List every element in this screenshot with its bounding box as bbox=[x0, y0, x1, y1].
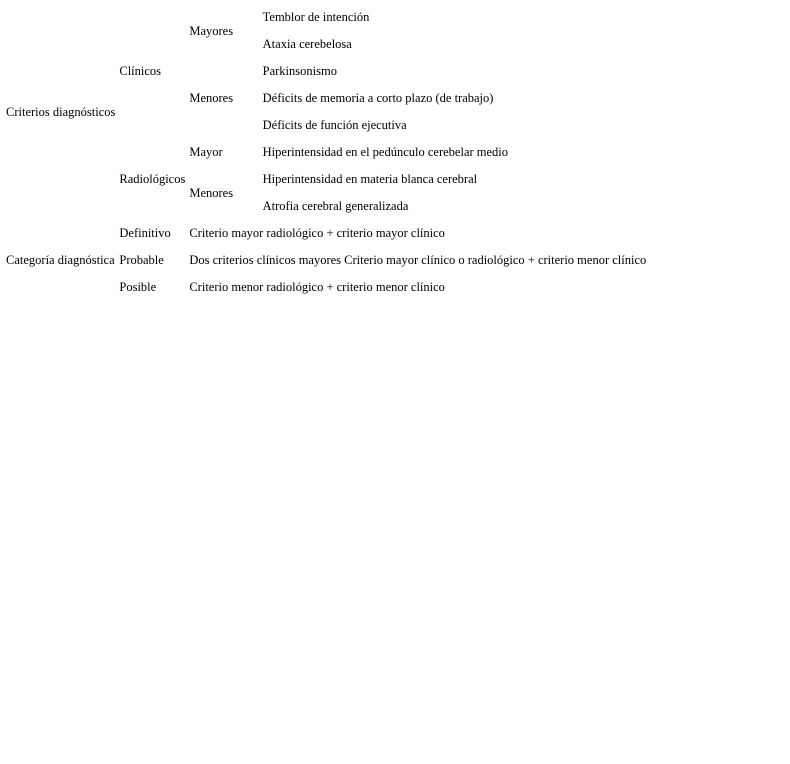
category-label-definitivo: Definitivo bbox=[119, 226, 171, 241]
criterion-item: Temblor de intención bbox=[262, 10, 370, 25]
category-label-probable: Probable bbox=[119, 253, 164, 268]
subgroup-label-menores: Menores bbox=[189, 91, 234, 106]
subgroup-label-mayor: Mayor bbox=[189, 145, 223, 160]
category-text-posible: Criterio menor radiológico + criterio menor clínico bbox=[189, 280, 445, 295]
criterion-item: Hiperintensidad en el pedúnculo cerebelar medio bbox=[262, 145, 509, 160]
category-text-probable: Dos criterios clínicos mayores Criterio mayor clínico o radiológico + criterio menor clínico bbox=[189, 253, 647, 268]
criterion-item: Atrofia cerebral generalizada bbox=[262, 199, 409, 214]
criterion-item: Hiperintensidad en materia blanca cerebral bbox=[262, 172, 478, 187]
table-row bbox=[5, 5, 647, 30]
category-text-definitivo: Criterio mayor radiológico + criterio mayor clínico bbox=[189, 226, 445, 241]
criterion-item: Déficits de memoria a corto plazo (de trabajo) bbox=[262, 91, 494, 106]
subgroup-label-mayores: Mayores bbox=[189, 23, 234, 38]
diagnostic-criteria-table bbox=[3, 3, 649, 302]
criterion-item: Parkinsonismo bbox=[262, 64, 337, 79]
table-row bbox=[5, 221, 647, 246]
criterion-item: Déficits de función ejecutiva bbox=[262, 118, 407, 133]
criterion-item: Ataxia cerebelosa bbox=[262, 37, 352, 52]
section-label-categoria: Categoría diagnóstica bbox=[6, 253, 115, 268]
subgroup-label-radiologicos-menores: Menores bbox=[189, 185, 234, 200]
group-label-clinicos: Clínicos bbox=[119, 64, 162, 79]
section-label-criterios: Criterios diagnósticos bbox=[6, 104, 116, 119]
category-label-posible: Posible bbox=[119, 280, 157, 295]
group-label-radiologicos: Radiológicos bbox=[119, 172, 186, 187]
